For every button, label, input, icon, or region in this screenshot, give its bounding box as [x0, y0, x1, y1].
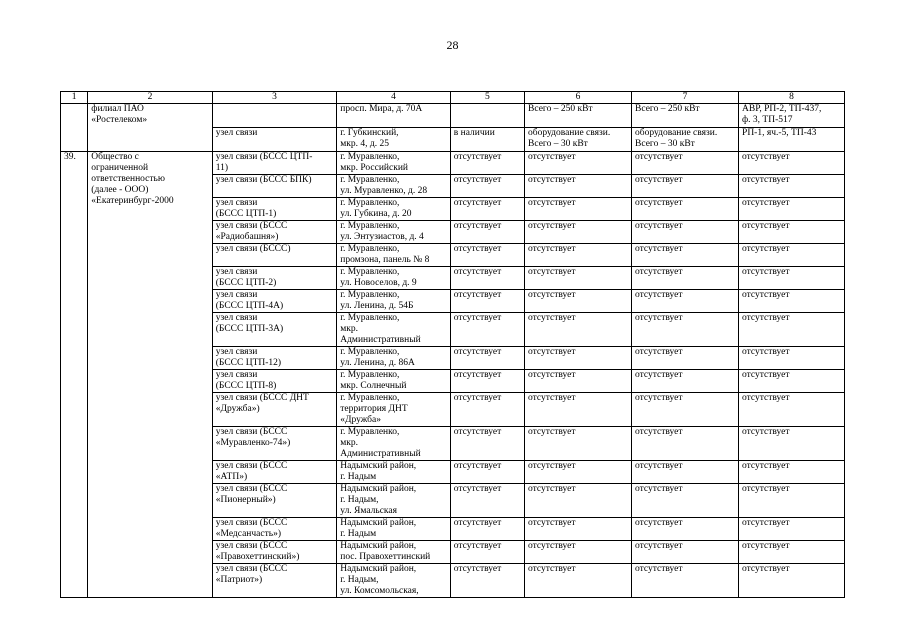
column-header: 4 [337, 92, 451, 104]
facility-cell: узел связи (БССС «Патриот») [212, 564, 336, 598]
capacity-cell: отсутствует [525, 198, 632, 221]
table-row [61, 152, 845, 175]
availability-cell: в наличии [450, 128, 524, 152]
supply-source-cell: отсутствует [739, 461, 845, 484]
facility-cell: узел связи (БССС ДНТ «Дружба») [212, 393, 336, 427]
capacity-cell: отсутствует [632, 244, 739, 267]
supply-source-cell: РП-1, яч.-5, ТП-43 [739, 128, 845, 152]
address-cell: Надымский район, г. Надым [337, 461, 451, 484]
supply-source-cell: отсутствует [739, 244, 845, 267]
availability-cell: отсутствует [450, 541, 524, 564]
capacity-cell: отсутствует [632, 221, 739, 244]
availability-cell: отсутствует [450, 175, 524, 198]
capacity-cell: Всего – 250 кВт [632, 104, 739, 128]
facility-cell [212, 104, 336, 128]
address-cell: г. Муравленко, ул. Губкина, д. 20 [337, 198, 451, 221]
availability-cell: отсутствует [450, 313, 524, 347]
address-cell: г. Муравленко, мкр. Российский [337, 152, 451, 175]
supply-source-cell: отсутствует [739, 221, 845, 244]
address-cell: г. Муравленко, промзона, панель № 8 [337, 244, 451, 267]
facility-cell: узел связи (БССС «Пионерный») [212, 484, 336, 518]
availability-cell: отсутствует [450, 461, 524, 484]
capacity-cell: отсутствует [525, 267, 632, 290]
capacity-cell: отсутствует [525, 370, 632, 393]
column-header: 1 [61, 92, 88, 104]
column-header: 5 [450, 92, 524, 104]
supply-source-cell: отсутствует [739, 484, 845, 518]
capacity-cell: отсутствует [632, 290, 739, 313]
availability-cell: отсутствует [450, 370, 524, 393]
availability-cell: отсутствует [450, 564, 524, 598]
facility-cell: узел связи (БССС) [212, 244, 336, 267]
capacity-cell: отсутствует [632, 198, 739, 221]
capacity-cell: оборудование связи. Всего – 30 кВт [525, 128, 632, 152]
capacity-cell: отсутствует [525, 518, 632, 541]
address-cell: г. Муравленко, мкр. Административный [337, 313, 451, 347]
facility-cell: узел связи (БССС «Медсанчасть») [212, 518, 336, 541]
address-cell: г. Муравленко, ул. Новоселов, д. 9 [337, 267, 451, 290]
capacity-cell: отсутствует [632, 518, 739, 541]
address-cell: г. Муравленко, ул. Ленина, д. 86А [337, 347, 451, 370]
facility-cell: узел связи (БССС ЦТП-2) [212, 267, 336, 290]
capacity-cell: отсутствует [632, 461, 739, 484]
capacity-cell: отсутствует [525, 427, 632, 461]
table-row [61, 104, 845, 128]
address-cell: г. Муравленко, ул. Ленина, д. 54Б [337, 290, 451, 313]
address-cell: г. Муравленко, мкр. Солнечный [337, 370, 451, 393]
address-cell: г. Муравленко, территория ДНТ «Дружба» [337, 393, 451, 427]
address-cell: Надымский район, г. Надым [337, 518, 451, 541]
capacity-cell: отсутствует [632, 152, 739, 175]
supply-source-cell: отсутствует [739, 198, 845, 221]
capacity-cell: отсутствует [632, 267, 739, 290]
availability-cell [450, 104, 524, 128]
address-cell: г. Муравленко, ул. Муравленко, д. 28 [337, 175, 451, 198]
supply-source-cell: отсутствует [739, 152, 845, 175]
organization-cell: филиал ПАО «Ростелеком» [88, 104, 212, 152]
column-header: 2 [88, 92, 212, 104]
capacity-cell: отсутствует [632, 175, 739, 198]
capacity-cell: отсутствует [632, 427, 739, 461]
facility-cell: узел связи (БССС «Радиобашня») [212, 221, 336, 244]
address-cell: г. Муравленко, мкр. Административный [337, 427, 451, 461]
supply-source-cell: отсутствует [739, 541, 845, 564]
capacity-cell: отсутствует [525, 393, 632, 427]
address-cell: Надымский район, г. Надым, ул. Ямальская [337, 484, 451, 518]
availability-cell: отсутствует [450, 484, 524, 518]
capacity-cell: отсутствует [632, 541, 739, 564]
row-number-cell [61, 104, 88, 152]
data-table [60, 91, 845, 598]
address-cell: Надымский район, пос. Правохеттинский [337, 541, 451, 564]
capacity-cell: Всего – 250 кВт [525, 104, 632, 128]
supply-source-cell: отсутствует [739, 267, 845, 290]
capacity-cell: отсутствует [525, 484, 632, 518]
address-cell: Надымский район, г. Надым, ул. Комсомольская, [337, 564, 451, 598]
organization-cell: Общество с ограниченной ответственностью (далее - ООО) «Екатеринбург-2000 [88, 152, 212, 598]
capacity-cell: отсутствует [632, 347, 739, 370]
column-header: 3 [212, 92, 336, 104]
capacity-cell: отсутствует [525, 564, 632, 598]
availability-cell: отсутствует [450, 267, 524, 290]
supply-source-cell: отсутствует [739, 393, 845, 427]
column-header: 8 [739, 92, 845, 104]
capacity-cell: отсутствует [632, 370, 739, 393]
capacity-cell: отсутствует [525, 221, 632, 244]
row-number-cell: 39. [61, 152, 88, 598]
availability-cell: отсутствует [450, 393, 524, 427]
supply-source-cell: отсутствует [739, 564, 845, 598]
capacity-cell: оборудование связи. Всего – 30 кВт [632, 128, 739, 152]
capacity-cell: отсутствует [525, 290, 632, 313]
address-cell: просп. Мира, д. 70А [337, 104, 451, 128]
address-cell: г. Губкинский, мкр. 4, д. 25 [337, 128, 451, 152]
supply-source-cell: отсутствует [739, 427, 845, 461]
capacity-cell: отсутствует [525, 244, 632, 267]
availability-cell: отсутствует [450, 198, 524, 221]
page-number: 28 [446, 38, 459, 52]
availability-cell: отсутствует [450, 290, 524, 313]
capacity-cell: отсутствует [525, 175, 632, 198]
supply-source-cell: отсутствует [739, 290, 845, 313]
column-header: 7 [632, 92, 739, 104]
availability-cell: отсутствует [450, 518, 524, 541]
supply-source-cell: отсутствует [739, 347, 845, 370]
header-row [61, 92, 845, 104]
capacity-cell: отсутствует [525, 541, 632, 564]
address-cell: г. Муравленко, ул. Энтузиастов, д. 4 [337, 221, 451, 244]
column-header: 6 [525, 92, 632, 104]
facility-cell: узел связи (БССС ЦТП-1) [212, 198, 336, 221]
supply-source-cell: отсутствует [739, 313, 845, 347]
supply-source-cell: отсутствует [739, 175, 845, 198]
facility-cell: узел связи (БССС «Муравленко-74») [212, 427, 336, 461]
facility-cell: узел связи (БССС ЦТП-3А) [212, 313, 336, 347]
availability-cell: отсутствует [450, 221, 524, 244]
capacity-cell: отсутствует [632, 484, 739, 518]
facility-cell: узел связи [212, 128, 336, 152]
facility-cell: узел связи (БССС ЦТП-12) [212, 347, 336, 370]
supply-source-cell: отсутствует [739, 370, 845, 393]
capacity-cell: отсутствует [525, 461, 632, 484]
facility-cell: узел связи (БССС ЦТП-4А) [212, 290, 336, 313]
availability-cell: отсутствует [450, 152, 524, 175]
capacity-cell: отсутствует [525, 347, 632, 370]
capacity-cell: отсутствует [525, 152, 632, 175]
capacity-cell: отсутствует [525, 313, 632, 347]
capacity-cell: отсутствует [632, 564, 739, 598]
facility-cell: узел связи (БССС БПК) [212, 175, 336, 198]
facility-cell: узел связи (БССС ЦТП- 11) [212, 152, 336, 175]
availability-cell: отсутствует [450, 427, 524, 461]
supply-source-cell: отсутствует [739, 518, 845, 541]
facility-cell: узел связи (БССС «Правохеттинский») [212, 541, 336, 564]
facility-cell: узел связи (БССС ЦТП-8) [212, 370, 336, 393]
facility-cell: узел связи (БССС «АТП») [212, 461, 336, 484]
supply-source-cell: АВР, РП-2, ТП-437, ф. 3, ТП-517 [739, 104, 845, 128]
availability-cell: отсутствует [450, 347, 524, 370]
availability-cell: отсутствует [450, 244, 524, 267]
capacity-cell: отсутствует [632, 393, 739, 427]
capacity-cell: отсутствует [632, 313, 739, 347]
